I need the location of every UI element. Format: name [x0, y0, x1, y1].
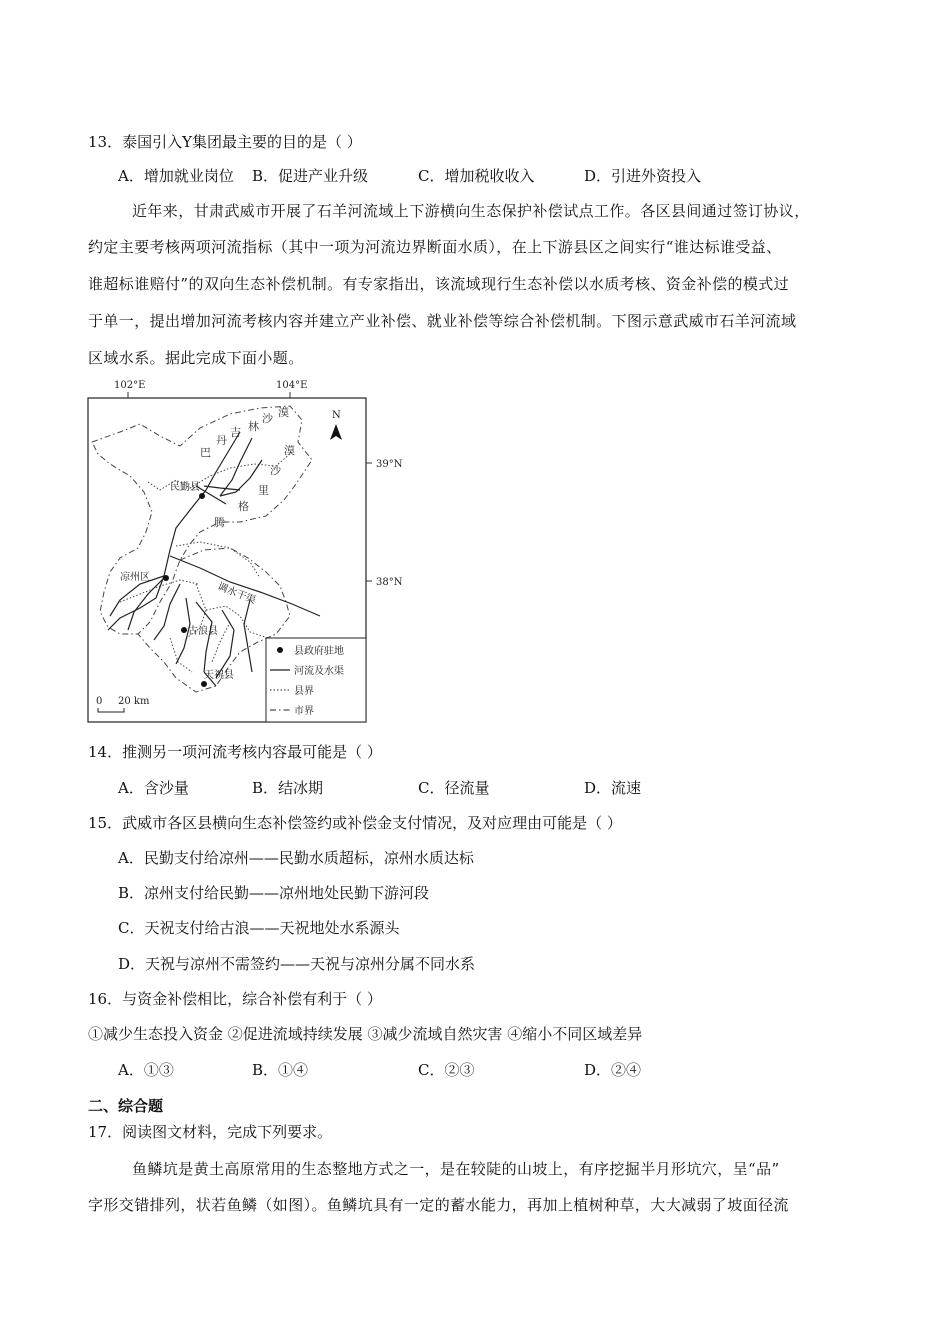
q17-stem: 17．阅读图文材料，完成下列要求。	[88, 1123, 333, 1141]
q14-option-d: D．流速	[584, 779, 642, 797]
q16-option-b: B．①④	[252, 1061, 309, 1079]
q13-option-d: D．引进外资投入	[584, 167, 702, 185]
passage1-line-1: 近年来，甘肃武威市开展了石羊河流域上下游横向生态保护补偿试点工作。各区县间通过签订协议，	[132, 202, 810, 220]
badain-jaran-char-3: 吉	[230, 426, 241, 439]
shiyang-river-basin-map	[80, 372, 410, 728]
badain-jaran-char-2: 丹	[216, 434, 227, 447]
county-seat-liangzhou	[163, 575, 169, 581]
passage1-line-4: 于单一，提出增加河流考核内容并建立产业补偿、就业补偿等综合补偿机制。下图示意武威市石羊河流域	[88, 312, 797, 330]
q16-option-d: D．②④	[584, 1061, 642, 1079]
badain-jaran-char-5: 沙	[262, 412, 273, 425]
q16-option-a: A．①③	[118, 1061, 174, 1079]
lat-label-38: 38°N	[376, 577, 403, 588]
q13-stem: 13．泰国引入Y集团最主要的目的是（ ）	[88, 133, 362, 151]
badain-jaran-char-4: 林	[248, 420, 259, 433]
north-arrow-icon	[330, 410, 342, 440]
q13-option-a: A．增加就业岗位	[118, 167, 234, 185]
q14-option-b: B．结冰期	[252, 779, 324, 797]
section-title: 二、综合题	[88, 1097, 164, 1115]
passage1-line-5: 区域水系。据此完成下面小题。	[88, 349, 304, 367]
county-seat-gulang	[181, 627, 187, 633]
lon-label-104: 104°E	[276, 380, 308, 391]
q13-option-c: C．增加税收收入	[418, 167, 535, 185]
scale-bar	[96, 696, 150, 712]
tengger-char-3: 里	[258, 484, 269, 497]
tengger-char-2: 格	[238, 500, 249, 513]
q15-stem: 15．武威市各区县横向生态补偿签约或补偿金支付情况，及对应理由可能是（ ）	[88, 814, 622, 832]
tengger-char-5: 漠	[284, 444, 295, 457]
passage1-line-3: 谁超标谁赔付”的双向生态补偿机制。有专家指出，该流域现行生态补偿以水质考核、资金补偿的模式过	[88, 275, 790, 293]
legend-river: 河流及水渠	[294, 666, 344, 677]
map-legend	[266, 638, 366, 722]
q15-option-d: D．天祝与凉州不需签约——天祝与凉州分属不同水系	[118, 955, 476, 973]
county-seat-tianzhu	[201, 681, 207, 687]
tengger-char-1: 腾	[214, 516, 225, 529]
q14-option-a: A．含沙量	[118, 779, 189, 797]
legend-county-boundary: 县界	[294, 686, 314, 697]
q15-option-a: A．民勤支付给凉州——民勤水质超标，凉州水质达标	[118, 849, 474, 867]
label-liangzhou: 凉州区	[120, 572, 150, 583]
q15-option-b: B．凉州支付给民勤——凉州地处民勤下游河段	[118, 884, 430, 902]
legend-city-boundary: 市界	[294, 706, 314, 717]
badain-jaran-char-6: 漠	[278, 406, 289, 419]
q14-option-c: C．径流量	[418, 779, 490, 797]
lat-label-39: 39°N	[376, 459, 403, 470]
q15-option-c: C．天祝支付给古浪——天祝地处水系源头	[118, 919, 400, 937]
label-tianzhu: 天祝县	[204, 670, 234, 681]
q16-stem: 16．与资金补偿相比，综合补偿有利于（ ）	[88, 990, 382, 1008]
q13-option-b: B．促进产业升级	[252, 167, 369, 185]
city-boundary	[92, 406, 312, 634]
q17-line-1: 鱼鳞坑是黄土高原常用的生态整地方式之一，是在较陡的山坡上，有序挖掘半月形坑穴，呈“品”	[132, 1160, 780, 1178]
q16-items: ①减少生态投入资金 ②促进流域持续发展 ③减少流域自然灾害 ④缩小不同区域差异	[88, 1025, 643, 1043]
q16-option-c: C．②③	[418, 1061, 475, 1079]
svg-text:N: N	[332, 410, 341, 421]
label-minqin: 民勤县	[170, 482, 200, 493]
q17-line-2: 字形交错排列，状若鱼鳞（如图）。鱼鳞坑具有一定的蓄水能力，再加上植树种草，大大减弱了坡面径流	[88, 1196, 789, 1214]
legend-county-seat: 县政府驻地	[294, 646, 344, 657]
county-seat-minqin	[199, 493, 205, 499]
svg-text:20 km: 20 km	[118, 696, 150, 707]
label-gulang: 古浪县	[188, 626, 218, 637]
badain-jaran-char-1: 巴	[200, 446, 211, 459]
label-canal: 调水干渠	[215, 581, 258, 607]
tengger-char-4: 沙	[270, 464, 281, 477]
passage1-line-2: 约定主要考核两项河流指标（其中一项为河流边界断面水质），在上下游县区之间实行“谁达标谁受益、	[88, 238, 782, 256]
svg-text:0: 0	[96, 696, 103, 707]
lon-label-102: 102°E	[114, 380, 146, 391]
legend-dot-icon	[277, 647, 283, 653]
q14-stem: 14．推测另一项河流考核内容最可能是（ ）	[88, 743, 382, 761]
